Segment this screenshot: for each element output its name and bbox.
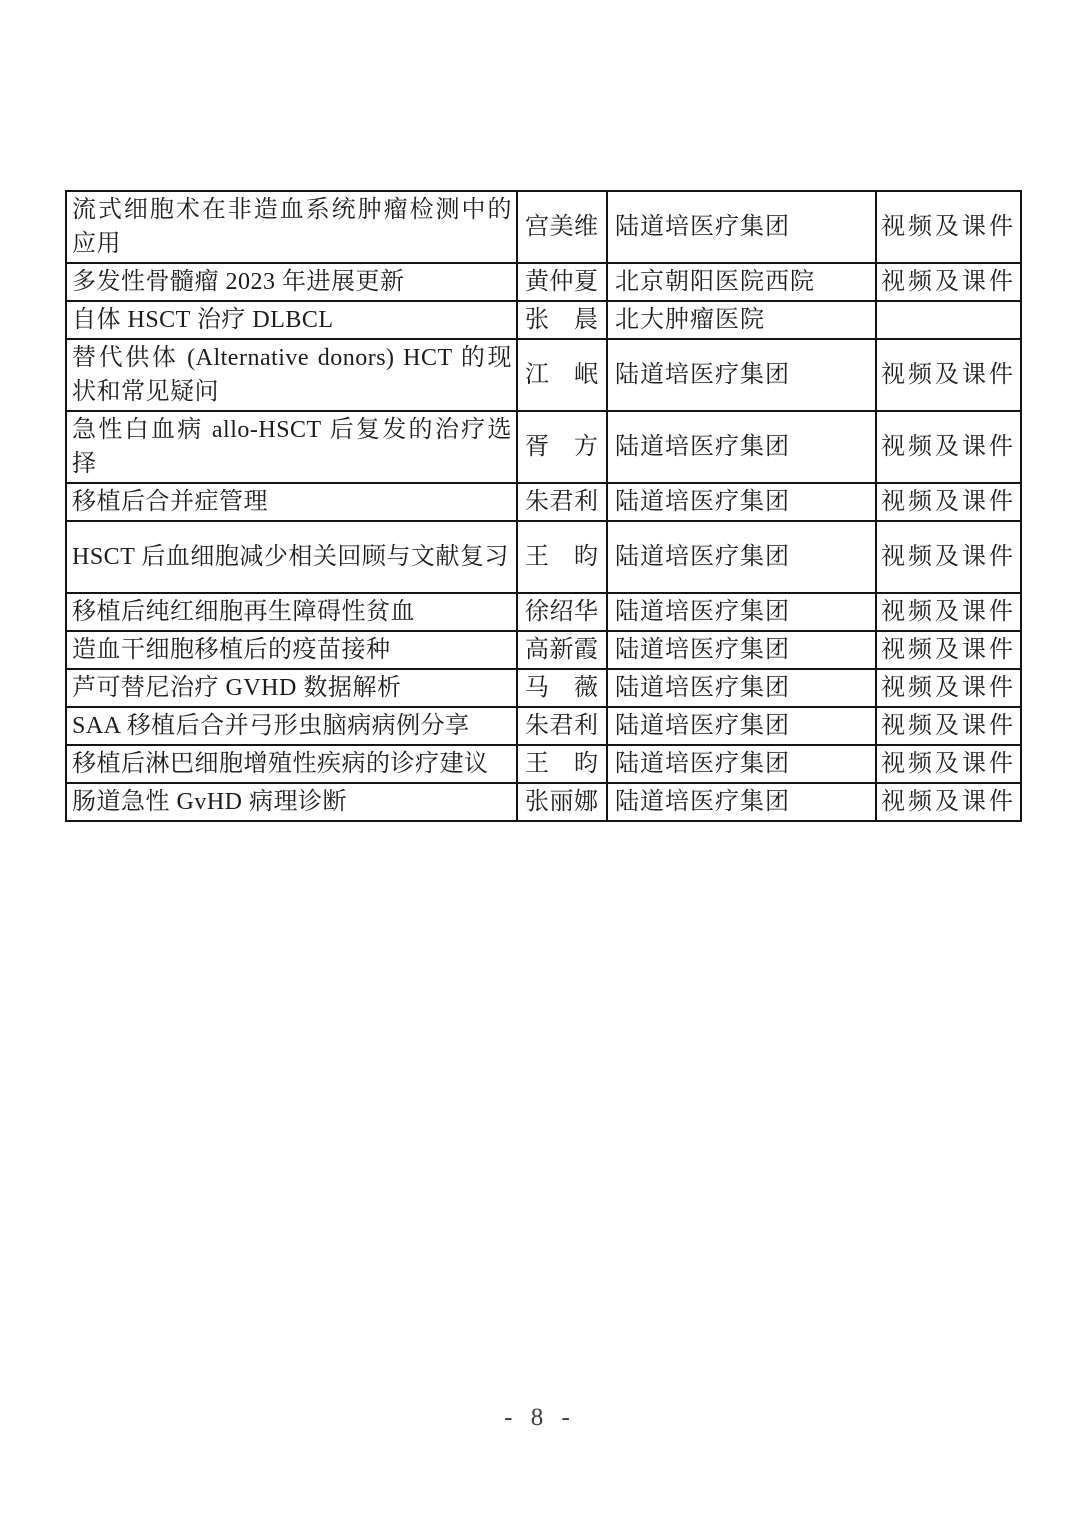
materials-cell: 视频及课件 xyxy=(876,339,1021,411)
speaker-cell: 张 晨 xyxy=(517,301,607,339)
table-row xyxy=(66,263,1021,301)
topic-cell: 急性白血病 allo-HSCT 后复发的治疗选择 xyxy=(66,411,517,483)
speaker-cell: 朱君利 xyxy=(517,483,607,521)
table-row xyxy=(66,669,1021,707)
materials-cell: 视频及课件 xyxy=(876,191,1021,263)
affiliation-cell: 陆道培医疗集团 xyxy=(607,707,876,745)
affiliation-cell: 陆道培医疗集团 xyxy=(607,483,876,521)
materials-cell: 视频及课件 xyxy=(876,483,1021,521)
topic-cell: 流式细胞术在非造血系统肿瘤检测中的应用 xyxy=(66,191,517,263)
table-row xyxy=(66,593,1021,631)
affiliation-cell: 北京朝阳医院西院 xyxy=(607,263,876,301)
speaker-cell: 马 薇 xyxy=(517,669,607,707)
materials-cell xyxy=(876,301,1021,339)
affiliation-cell: 陆道培医疗集团 xyxy=(607,521,876,593)
topic-cell: 造血干细胞移植后的疫苗接种 xyxy=(66,631,517,669)
table-row xyxy=(66,411,1021,483)
speaker-cell: 张丽娜 xyxy=(517,783,607,821)
speaker-cell: 王 昀 xyxy=(517,745,607,783)
speaker-cell: 宫美维 xyxy=(517,191,607,263)
topic-cell: 多发性骨髓瘤 2023 年进展更新 xyxy=(66,263,517,301)
affiliation-cell: 陆道培医疗集团 xyxy=(607,783,876,821)
affiliation-cell: 陆道培医疗集团 xyxy=(607,745,876,783)
affiliation-cell: 陆道培医疗集团 xyxy=(607,191,876,263)
topic-cell: SAA 移植后合并弓形虫脑病病例分享 xyxy=(66,707,517,745)
affiliation-cell: 陆道培医疗集团 xyxy=(607,339,876,411)
schedule-table xyxy=(65,190,1022,822)
table-row xyxy=(66,483,1021,521)
topic-cell: 移植后纯红细胞再生障碍性贫血 xyxy=(66,593,517,631)
speaker-cell: 朱君利 xyxy=(517,707,607,745)
materials-cell: 视频及课件 xyxy=(876,411,1021,483)
table-row xyxy=(66,707,1021,745)
materials-cell: 视频及课件 xyxy=(876,707,1021,745)
materials-cell: 视频及课件 xyxy=(876,745,1021,783)
topic-cell: 替代供体 (Alternative donors) HCT 的现状和常见疑问 xyxy=(66,339,517,411)
table-row xyxy=(66,339,1021,411)
materials-cell: 视频及课件 xyxy=(876,263,1021,301)
speaker-cell: 王 昀 xyxy=(517,521,607,593)
page-number: - 8 - xyxy=(504,1404,576,1431)
materials-cell: 视频及课件 xyxy=(876,783,1021,821)
topic-cell: 肠道急性 GvHD 病理诊断 xyxy=(66,783,517,821)
affiliation-cell: 北大肿瘤医院 xyxy=(607,301,876,339)
materials-cell: 视频及课件 xyxy=(876,521,1021,593)
speaker-cell: 徐绍华 xyxy=(517,593,607,631)
topic-cell: 芦可替尼治疗 GVHD 数据解析 xyxy=(66,669,517,707)
topic-cell: 自体 HSCT 治疗 DLBCL xyxy=(66,301,517,339)
affiliation-cell: 陆道培医疗集团 xyxy=(607,669,876,707)
table-row xyxy=(66,631,1021,669)
topic-cell: 移植后淋巴细胞增殖性疾病的诊疗建议 xyxy=(66,745,517,783)
table-row xyxy=(66,783,1021,821)
materials-cell: 视频及课件 xyxy=(876,669,1021,707)
affiliation-cell: 陆道培医疗集团 xyxy=(607,593,876,631)
speaker-cell: 高新霞 xyxy=(517,631,607,669)
affiliation-cell: 陆道培医疗集团 xyxy=(607,411,876,483)
table-row xyxy=(66,521,1021,593)
table-row xyxy=(66,745,1021,783)
table-row xyxy=(66,301,1021,339)
speaker-cell: 黄仲夏 xyxy=(517,263,607,301)
table-row xyxy=(66,191,1021,263)
speaker-cell: 胥 方 xyxy=(517,411,607,483)
materials-cell: 视频及课件 xyxy=(876,593,1021,631)
topic-cell: 移植后合并症管理 xyxy=(66,483,517,521)
topic-cell: HSCT 后血细胞减少相关回顾与文献复习 xyxy=(66,521,517,593)
materials-cell: 视频及课件 xyxy=(876,631,1021,669)
speaker-cell: 江 岷 xyxy=(517,339,607,411)
affiliation-cell: 陆道培医疗集团 xyxy=(607,631,876,669)
